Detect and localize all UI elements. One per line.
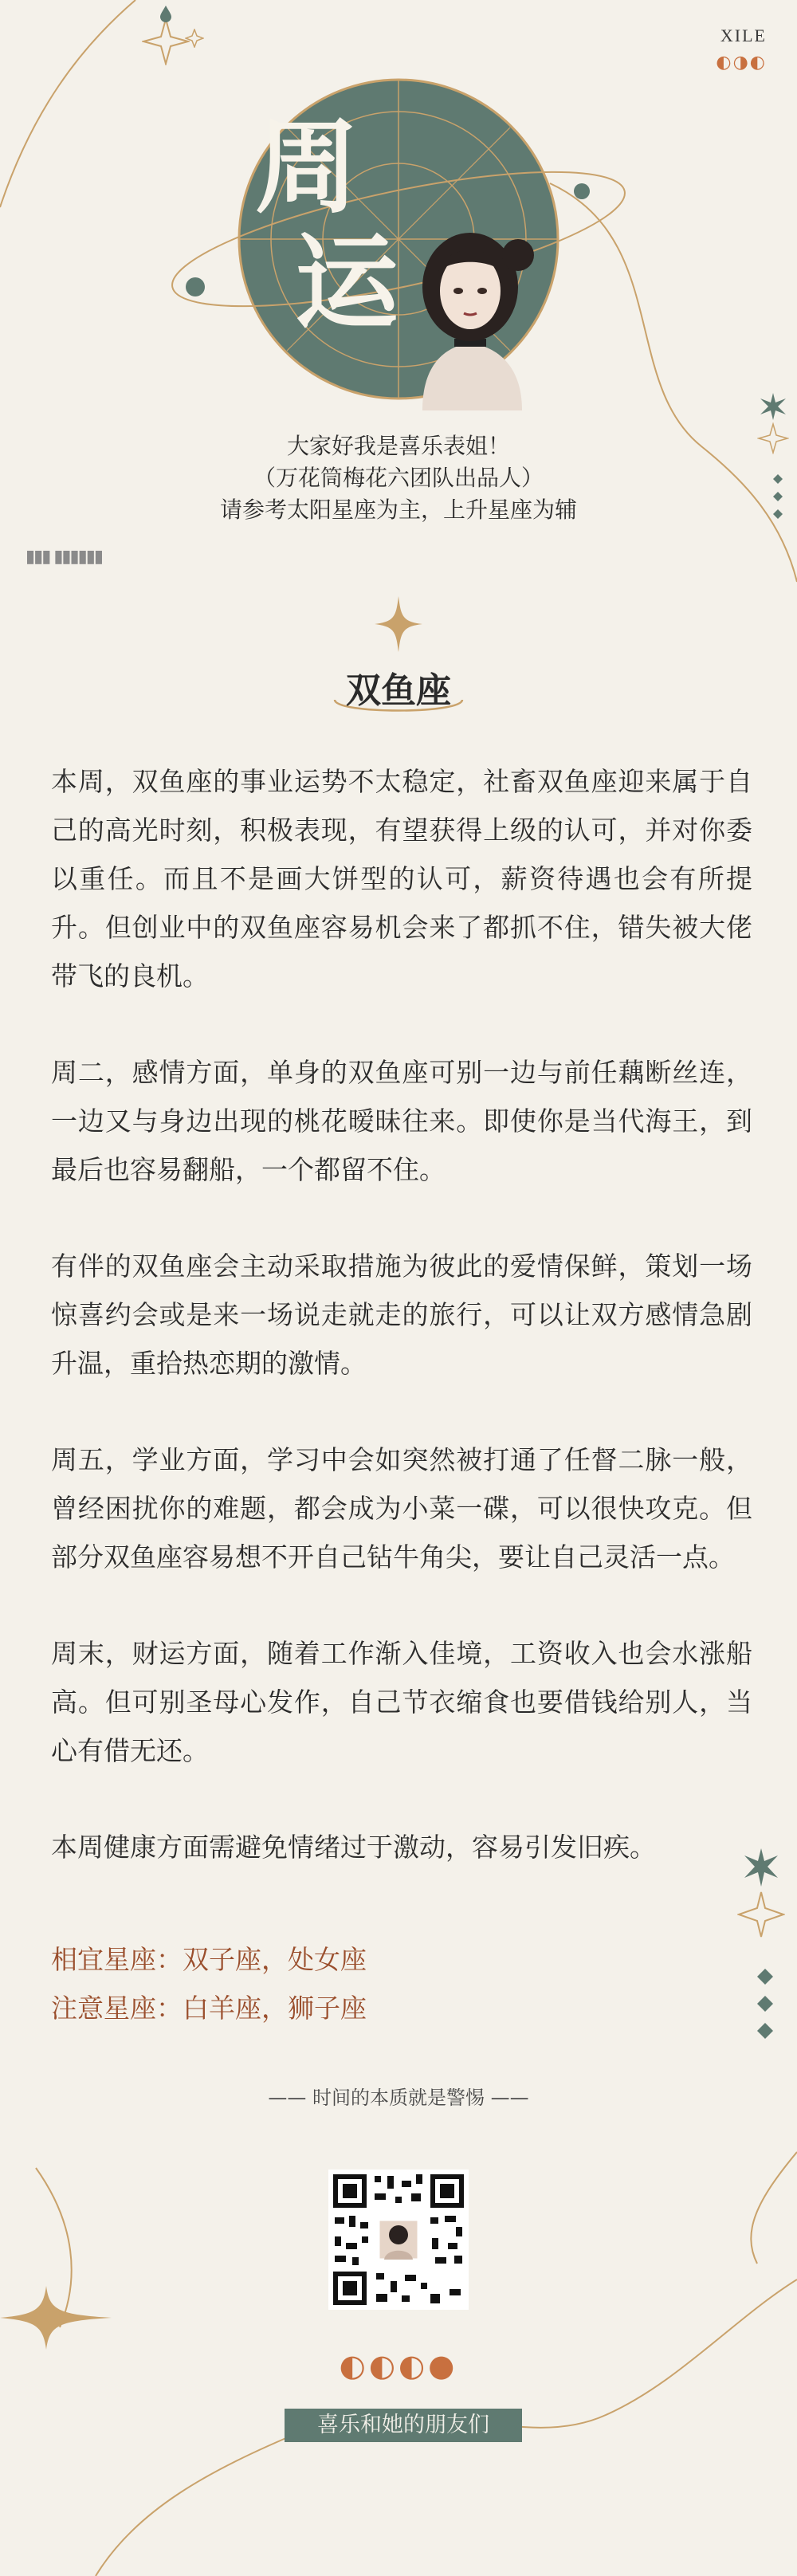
drop-icon bbox=[159, 5, 172, 22]
moon-phases-icon: ◐◐◐● bbox=[339, 2348, 458, 2383]
star-icon bbox=[759, 392, 787, 421]
star-icon bbox=[185, 29, 204, 48]
moon-phases-icon: ◐◑◐ bbox=[716, 53, 767, 73]
avatar bbox=[391, 211, 550, 410]
paragraph-wealth: 周末，财运方面，随着工作渐入佳境，工资收入也会水涨船高。但可别圣母心发作，自己节衣缩食也要借钱给别人，当心有借无还。 bbox=[51, 1638, 752, 1766]
article-body bbox=[51, 757, 752, 1871]
sparkle-icon bbox=[737, 1891, 785, 1938]
paragraph-health: 本周健康方面需避免情绪过于激动，容易引发旧疾。 bbox=[51, 1832, 656, 1863]
paragraph-love-single: 周二，感情方面，单身的双鱼座可别一边与前任藕断丝连，一边又与身边出现的桃花暧昧往来。即使你是当代海王，到最后也容易翻船，一个都留不住。 bbox=[51, 1057, 752, 1185]
intro-line: 请参考太阳星座为主，上升星座为辅 bbox=[219, 497, 577, 523]
intro-block bbox=[0, 430, 797, 526]
sparkle-icon bbox=[142, 18, 190, 65]
qr-code[interactable] bbox=[328, 2170, 469, 2310]
sparkle-icon bbox=[375, 596, 422, 652]
brand-label: XILE bbox=[720, 26, 767, 45]
intro-line: 大家好我是喜乐表姐！ bbox=[286, 433, 510, 459]
paragraph-study: 周五，学业方面，学习中会如突然被打通了任督二脉一般，曾经困扰你的难题，都会成为小菜一碟，可以很快攻克。但部分双鱼座容易想不开自己钻牛角尖，要让自己灵活一点。 bbox=[51, 1444, 752, 1573]
diamond-icon bbox=[756, 1969, 774, 2042]
paragraph-career: 本周，双鱼座的事业运势不太稳定，社畜双鱼座迎来属于自己的高光时刻，积极表现，有望获得上级的认可，并对你委以重任。而且不是画大饼型的认可，薪资待遇也会有所提升。但创业中的双鱼座容易机会来了都抓不住，错失被大佬带飞的良机。 bbox=[51, 766, 752, 992]
footer-title: 喜乐和她的朋友们 bbox=[285, 2409, 522, 2442]
compatible-signs: 相宜星座：双子座，处女座 bbox=[51, 1944, 367, 1975]
compatibility-block bbox=[51, 1935, 367, 2032]
title-char-2: 运 bbox=[295, 222, 399, 344]
sparkle-icon bbox=[0, 2286, 112, 2350]
intro-line: （万花筒梅花六团队出品人） bbox=[253, 465, 544, 491]
caution-signs: 注意星座：白羊座，狮子座 bbox=[51, 1993, 367, 2024]
paragraph-love-partner: 有伴的双鱼座会主动采取措施为彼此的爱情保鲜，策划一场惊喜约会或是来一场说走就走的旅行，可以让双方感情急剧升温，重拾热恋期的激情。 bbox=[51, 1251, 752, 1379]
title-char-1: 周 bbox=[255, 107, 359, 228]
star-icon bbox=[741, 1848, 781, 1887]
sign-title: 双鱼座 bbox=[346, 670, 451, 711]
motto: —— 时间的本质就是警惕 —— bbox=[268, 2087, 529, 2109]
stripes-decoration: ▮▮▮ ▮▮▮▮▮▮ bbox=[26, 547, 102, 567]
